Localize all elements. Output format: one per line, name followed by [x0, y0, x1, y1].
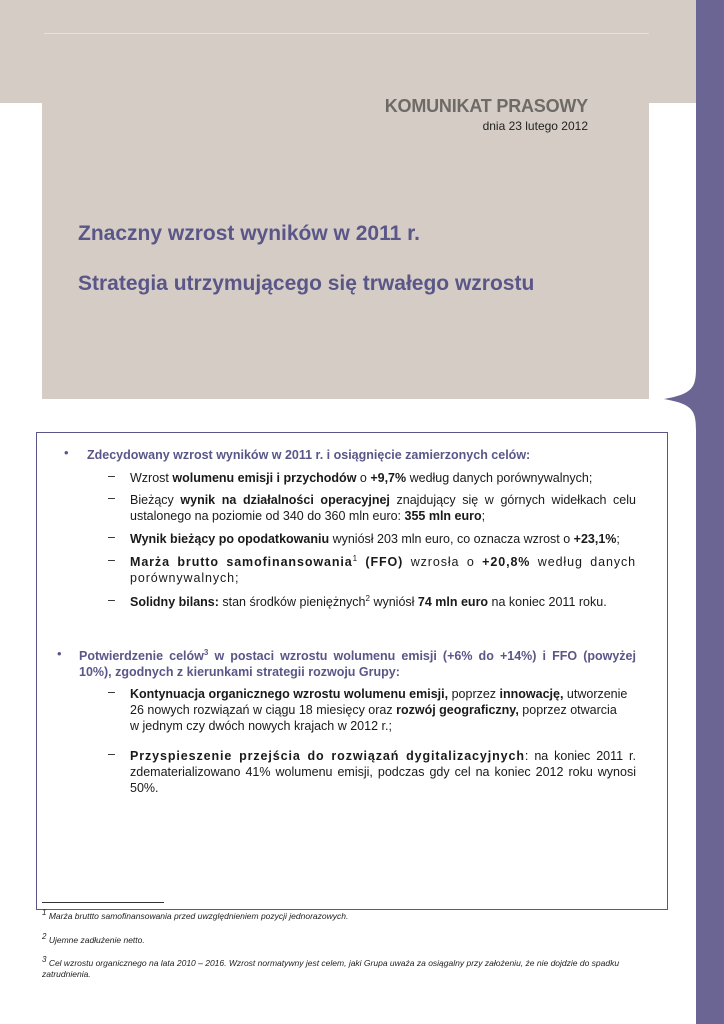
dash: – [108, 747, 115, 761]
side-bar-notch [664, 368, 696, 430]
section1-heading: Zdecydowany wzrost wyników w 2011 r. i osiągnięcie zamierzonych celów: [87, 448, 531, 462]
subtitle: Strategia utrzymującego się trwałego wzrostu [78, 272, 535, 295]
list-item: Przyspieszenie przejścia do rozwiązań dygitalizacyjnych: na koniec 2011 r. zdematerializowano 41% wolumenu emisji, podczas gdy cel na koniec 2012 roku wynosi 50%. [130, 749, 636, 795]
dash: – [108, 491, 115, 505]
bullet-dot: • [57, 646, 62, 661]
list-item: Wzrost wolumenu emisji i przychodów o +9,7% według danych porównywalnych; [130, 471, 593, 485]
dash: – [108, 530, 115, 544]
dash: – [108, 685, 115, 699]
bullet-dot: • [64, 445, 69, 460]
header-panel [42, 0, 649, 399]
list-item: Marża brutto samofinansowania$^1$ (FFO) wzrosła o +20,8% według danych porównywalnych; [130, 553, 636, 585]
footnote-2: $^2$ Ujemne zadłużenie netto. [42, 932, 145, 945]
dash: – [108, 593, 115, 607]
list-item: Bieżący wynik na działalności operacyjnej znajdujący się w górnych widełkach celu ustalonego na poziomie od 340 do 360 mln euro: 355 mln euro; [130, 493, 636, 523]
release-date: dnia 23 lutego 2012 [482, 119, 588, 133]
footnote-rule [42, 902, 164, 903]
list-item: Solidny bilans: stan środków pieniężnych$^2$ wyniósł 74 mln euro na koniec 2011 roku. [130, 593, 607, 609]
footnote-3: $^3$ Cel wzrostu organicznego na lata 2010 – 2016. Wzrost normatywny jest celem, jaki Grupa uważa za osiągalny przy założeniu, że nie dojdzie do spadku zatrudnienia. [42, 955, 620, 979]
section2-heading: Potwierdzenie celów$^3$ w postaci wzrostu wolumenu emisji (+6% do +14%) i FFO (powyżej 10%), zgodnych z kierunkami strategii rozwoju Grupy: [79, 647, 636, 679]
dash: – [108, 469, 115, 483]
footnote-1: $^1$ Marża bruttto samofinansowania przed uwzględnieniem pozycji jednorazowych. [42, 908, 349, 921]
dash: – [108, 553, 115, 567]
main-title: Znaczny wzrost wyników w 2011 r. [78, 222, 420, 245]
press-release-label: KOMUNIKAT PRASOWY [384, 96, 588, 116]
list-item: Kontynuacja organicznego wzrostu wolumenu emisji, poprzez innowację, utworzenie 26 nowych rozwiązań w ciągu 18 miesięcy oraz rozwój geograficzny, poprzez otwarcia w jednym czy dwóch nowych krajach w 2012 r.; [130, 687, 628, 733]
list-item: Wynik bieżący po opodatkowaniu wyniósł 203 mln euro, co oznacza wzrost o +23,1%; [130, 532, 620, 546]
header-divider [44, 33, 649, 34]
right-side-bar [696, 0, 724, 1024]
